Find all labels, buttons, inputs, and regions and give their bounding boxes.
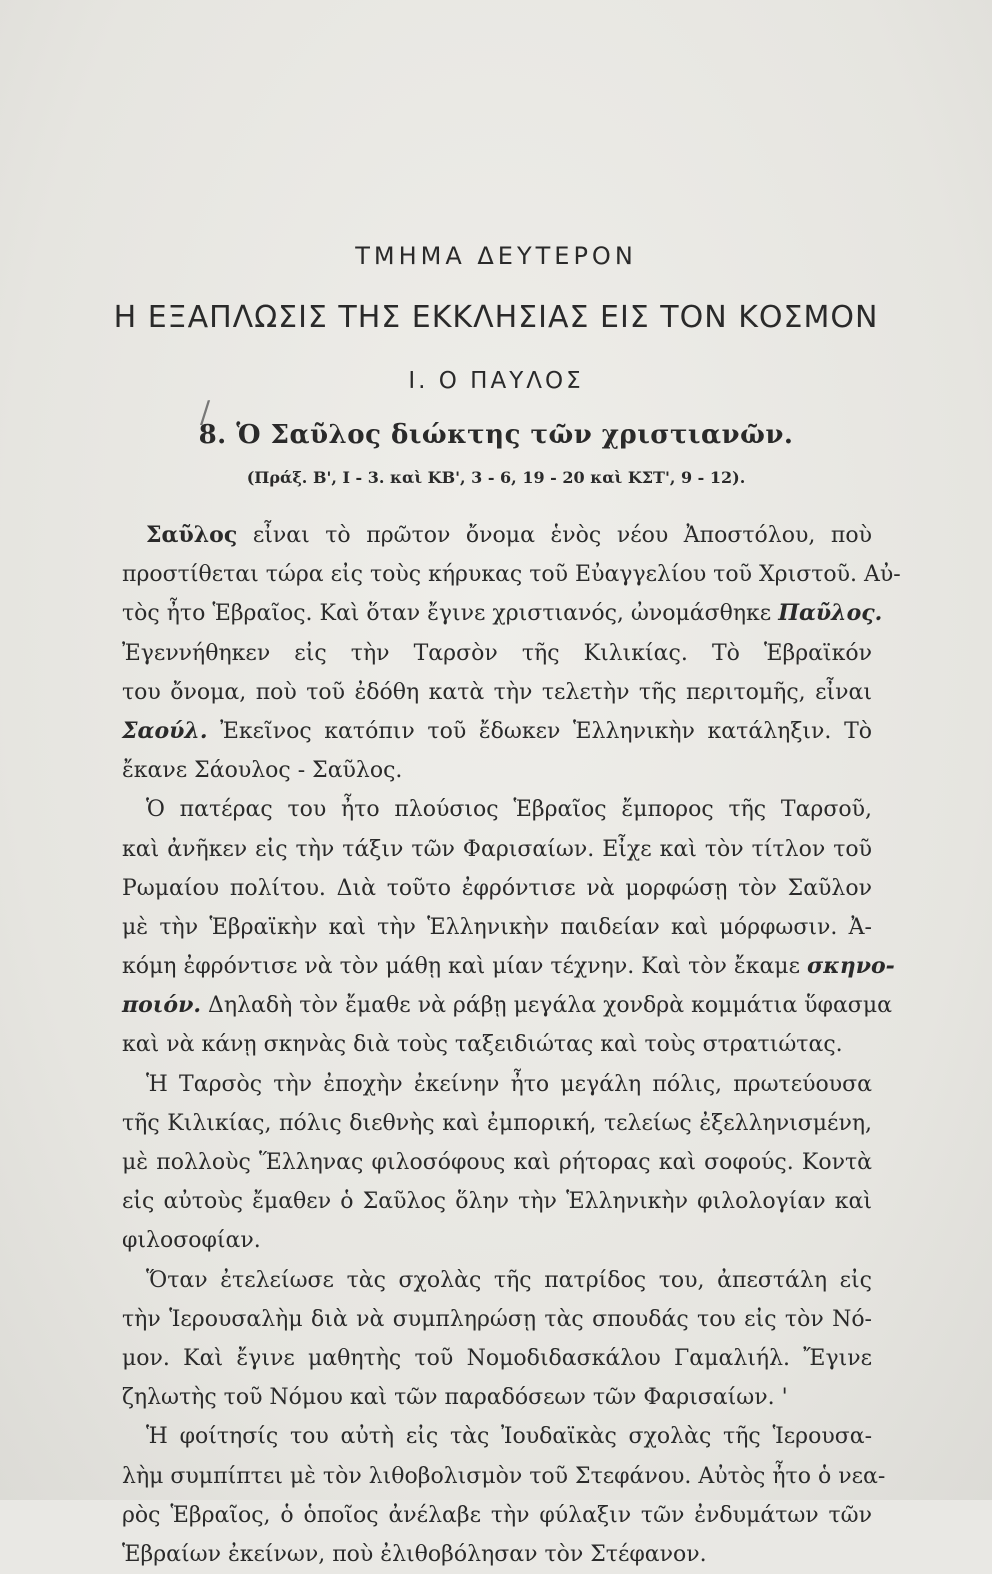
emphasized-word: Παῦλος. [778, 600, 883, 627]
text-line [122, 1417, 872, 1456]
text-run: λὴμ συμπίπτει μὲ τὸν λιθοβολισμὸν τοῦ Στεφάνου. Αὐτὸς ἦτο ὁ νεα- [122, 1463, 886, 1489]
text-line [122, 1025, 872, 1064]
text-run: Ὅταν ἐτελείωσε τὰς σχολὰς τῆς πατρίδος του, ἀπεστάλη εἰς [146, 1267, 872, 1293]
emphasized-word: ποιόν. [122, 992, 202, 1019]
text-run: τὴν Ἱερουσαλὴμ διὰ νὰ συμπληρώσῃ τὰς σπουδάς του εἰς τὸν Νό- [122, 1306, 872, 1332]
text-run: Δηλαδὴ τὸν ἔμαθε νὰ ράβῃ μεγάλα χονδρὰ κομμάτια ὕφασμα [201, 993, 892, 1019]
text-run: Ἡ Ταρσὸς τὴν ἐποχὴν ἐκείνην ἦτο μεγάλη πόλις, πρωτεύουσα [146, 1071, 872, 1097]
chapter-heading: Ι. Ο ΠΑΥΛΟΣ [408, 368, 584, 394]
text-run: ἔκανε Σάουλος - Σαῦλος. [122, 758, 403, 784]
lesson-title: 8. Ὁ Σαῦλος διώκτης τῶν χριστιανῶν. [198, 420, 794, 450]
paragraph [122, 1065, 872, 1261]
text-run: μὲ τὴν Ἑβραϊκὴν καὶ τὴν Ἑλληνικὴν παιδείαν καὶ μόρφωσιν. Ἀ- [122, 914, 872, 940]
text-run: Ἐκεῖνος κατόπιν τοῦ ἔδωκεν Ἑλληνικὴν κατάληξιν. Τὸ [207, 718, 872, 744]
text-line [122, 1457, 886, 1496]
text-run: Ὁ πατέρας του ἦτο πλούσιος Ἑβραῖος ἔμπορος τῆς Ταρσοῦ, [146, 797, 872, 823]
text-run: του ὄνομα, ποὺ τοῦ ἐδόθη κατὰ τὴν τελετὴν τῆς περιτομῆς, εἶναι [122, 679, 872, 705]
text-line [122, 516, 872, 555]
text-line [122, 1496, 872, 1535]
text-run: μον. Καὶ ἔγινε μαθητὴς τοῦ Νομοδιδασκάλου Γαμαλιήλ. Ἔγινε [122, 1345, 872, 1371]
text-run: Ἡ φοίτησίς του αὐτὴ εἰς τὰς Ἰουδαϊκὰς σχολὰς τῆς Ἱερουσα- [146, 1424, 872, 1450]
text-line [122, 1143, 872, 1182]
text-line [122, 1261, 872, 1300]
text-run: προστίθεται τώρα εἰς τοὺς κήρυκας τοῦ Εὐαγγελίου τοῦ Χριστοῦ. Αὐ- [122, 562, 901, 588]
text-line [122, 634, 872, 673]
text-line [122, 947, 895, 986]
text-line [122, 1535, 872, 1574]
paragraph [122, 516, 901, 790]
part-title: Η ΕΞΑΠΛΩΣΙΣ ΤΗΣ ΕΚΚΛΗΣΙΑΣ ΕΙΣ ΤΟΝ ΚΟΣΜΟΝ [113, 300, 879, 335]
text-run: φιλοσοφίαν. [122, 1228, 261, 1254]
text-line [122, 830, 872, 869]
paragraph [122, 1261, 872, 1418]
text-run: Ἐγεννήθηκεν εἰς τὴν Ταρσὸν τῆς Κιλικίας. Τὸ Ἑβραϊκόν [122, 640, 872, 666]
text-line [122, 1065, 872, 1104]
text-run: Ἑβραίων ἐκείνων, ποὺ ἐλιθοβόλησαν τὸν Στέφανον. [122, 1541, 707, 1567]
text-line [122, 751, 872, 790]
text-run: τῆς Κιλικίας, πόλις διεθνὴς καὶ ἐμπορική, τελείως ἐξελληνισμένη, [122, 1110, 872, 1136]
text-line [122, 1104, 872, 1143]
emphasized-word: Σαούλ. [122, 717, 208, 744]
text-line [122, 1221, 872, 1260]
text-run: μὲ πολλοὺς Ἕλληνας φιλοσόφους καὶ ρήτορας καὶ σοφούς. Κοντὰ [122, 1150, 872, 1175]
section-heading: ΤΜΗΜΑ ΔΕΥΤΕΡΟΝ [355, 242, 637, 270]
pencil-mark: / [200, 395, 211, 430]
text-line [122, 790, 872, 829]
text-line [122, 1339, 872, 1378]
text-run: Ρωμαίου πολίτου. Διὰ τοῦτο ἐφρόντισε νὰ μορφώσῃ τὸν Σαῦλον [122, 875, 872, 901]
scripture-references: (Πράξ. Β', Ι - 3. καὶ ΚΒ', 3 - 6, 19 - 20 καὶ ΚΣΤ', 9 - 12). [246, 468, 746, 487]
text-line [122, 1378, 872, 1417]
emphasized-word: Σαῦλος [146, 522, 238, 548]
text-run: εἰς αὐτοὺς ἔμαθεν ὁ Σαῦλος ὅλην τὴν Ἑλληνικὴν φιλολογίαν καὶ [122, 1189, 872, 1215]
body-text [122, 516, 901, 1574]
text-run: ρὸς Ἑβραῖος, ὁ ὁποῖος ἀνέλαβε τὴν φύλαξιν τῶν ἐνδυμάτων τῶν [122, 1502, 872, 1528]
text-run: ζηλωτὴς τοῦ Νόμου καὶ τῶν παραδόσεων τῶν Φαρισαίων. ' [122, 1385, 788, 1411]
text-run: καὶ νὰ κάνῃ σκηνὰς διὰ τοὺς ταξειδιώτας καὶ τοὺς στρατιώτας. [122, 1032, 843, 1058]
text-line [122, 908, 872, 947]
text-line [122, 1182, 872, 1221]
emphasized-word: σκηνο- [807, 953, 895, 980]
text-run: εἶναι τὸ πρῶτον ὄνομα ἑνὸς νέου Ἀποστόλου, ποὺ [237, 523, 872, 548]
text-line [122, 1300, 872, 1339]
text-line [122, 712, 872, 751]
text-line [122, 594, 883, 633]
text-line [122, 673, 872, 712]
text-run: κόμη ἐφρόντισε νὰ τὸν μάθῃ καὶ μίαν τέχνην. Καὶ τὸν ἔκαμε [122, 954, 807, 980]
text-run: τὸς ἦτο Ἑβραῖος. Καὶ ὅταν ἔγινε χριστιανός, ὠνομάσθηκε [122, 601, 779, 627]
text-line [122, 555, 901, 594]
paragraph [122, 790, 895, 1064]
paragraph [122, 1417, 886, 1574]
text-line [122, 986, 892, 1025]
text-run: καὶ ἀνῆκεν εἰς τὴν τάξιν τῶν Φαρισαίων. Εἶχε καὶ τὸν τίτλον τοῦ [122, 836, 872, 862]
text-line [122, 869, 872, 908]
